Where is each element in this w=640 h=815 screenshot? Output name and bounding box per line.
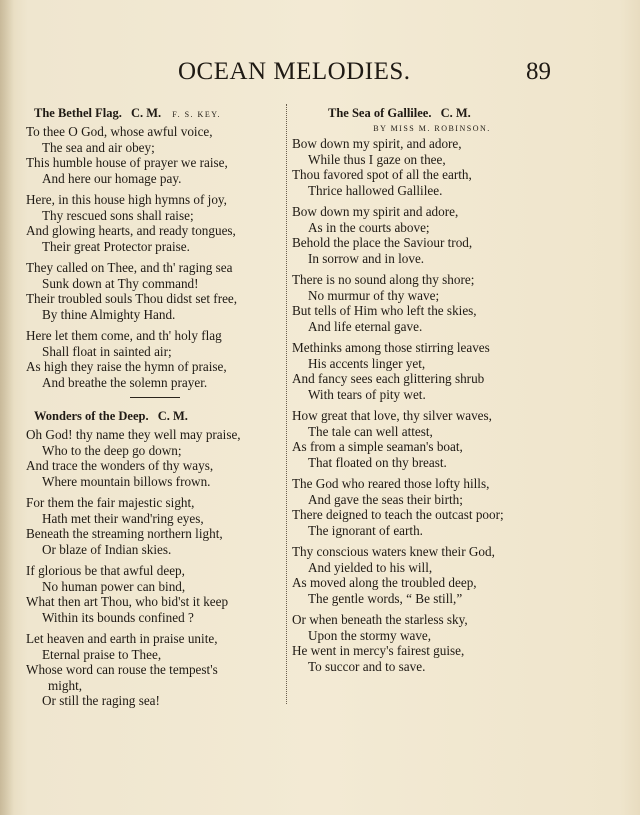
verse-line: There is no sound along thy shore; [292, 272, 475, 287]
verse-line: The God who reared those lofty hills, [292, 476, 490, 491]
verse-line: The ignorant of earth. [308, 522, 423, 538]
verse-line: Here, in this house high hymns of joy, [26, 192, 227, 207]
stanza [292, 476, 554, 538]
verse-line: They called on Thee, and th' raging sea [26, 260, 233, 275]
stanza [26, 124, 288, 186]
verse-line: As from a simple seaman's boat, [292, 439, 463, 454]
verse-line: But tells of Him who left the skies, [292, 303, 477, 318]
verse-line: Oh God! thy name they well may praise, [26, 427, 241, 442]
stanza [292, 612, 554, 674]
verse-line: Shall float in sainted air; [42, 343, 172, 359]
verse-line: No human power can bind, [42, 578, 186, 594]
verse-line: The sea and air obey; [42, 139, 155, 155]
verse-line: And yielded to his will, [308, 559, 433, 575]
verse-line: As high they raise the hymn of praise, [26, 359, 227, 374]
verse-line: Hath met their wand'ring eyes, [42, 510, 204, 526]
verse-line: And breathe the solemn prayer. [42, 374, 208, 390]
verse-line: Where mountain billows frown. [42, 473, 211, 489]
verse-line: Bow down my spirit and adore, [292, 204, 459, 219]
stanza [26, 427, 288, 489]
verse-line: Or still the raging sea! [42, 693, 160, 708]
stanza [292, 544, 554, 606]
verse-line: Let heaven and earth in praise unite, [26, 631, 218, 646]
stanza [26, 260, 288, 322]
verse-line: To thee O God, whose awful voice, [26, 124, 213, 139]
verse-line: And gave the seas their birth; [308, 491, 463, 507]
stanza [292, 272, 554, 334]
hymn-meter: C. M. [130, 106, 162, 120]
verse-line: By thine Almighty Hand. [42, 306, 176, 322]
verse-line: Who to the deep go down; [42, 442, 182, 458]
verse-line: Upon the stormy wave, [308, 627, 432, 643]
hymn-title-text: The Sea of Gallilee. [328, 106, 432, 120]
stanza [292, 408, 554, 470]
verse-line: Their great Protector praise. [42, 238, 190, 254]
verse-line: Thy rescued sons shall raise; [42, 207, 194, 223]
verse-line: Thy conscious waters knew their God, [292, 544, 495, 559]
verse-line: Eternal praise to Thee, [42, 646, 162, 662]
verse-line: How great that love, thy silver waves, [292, 408, 492, 423]
right-column [292, 104, 554, 680]
verse-line: In sorrow and in love. [308, 250, 425, 266]
verse-line: Sunk down at Thy command! [42, 275, 199, 291]
verse-line: Within its bounds confined ? [42, 609, 194, 625]
verse-line: Beneath the streaming northern light, [26, 526, 223, 541]
hymn-title-wonders-of-the-deep [26, 407, 288, 425]
verse-line: As moved along the troubled deep, [292, 575, 477, 590]
stanza [292, 204, 554, 266]
verse-line: Bow down my spirit, and adore, [292, 136, 462, 151]
stanza [26, 495, 288, 557]
verse-line: Their troubled souls Thou didst set free, [26, 291, 238, 306]
verse-line: Methinks among those stirring leaves [292, 340, 490, 355]
verse-line: As in the courts above; [308, 219, 430, 235]
verse-line: With tears of pity wet. [308, 386, 426, 402]
stanza [292, 136, 554, 198]
left-column [26, 104, 288, 715]
verse-line: Thrice hallowed Gallilee. [308, 182, 443, 198]
stanza [26, 631, 288, 709]
verse-line: And glowing hearts, and ready tongues, [26, 223, 236, 238]
hymn-meter: C. M. [157, 409, 188, 423]
gutter-shadow [0, 0, 14, 815]
verse-line: And trace the wonders of thy ways, [26, 458, 214, 473]
hymn-author: F. S. KEY. [172, 110, 221, 119]
verse-line: Or when beneath the starless sky, [292, 612, 468, 627]
verse-line: To succor and to save. [308, 658, 426, 674]
verse-line: For them the fair majestic sight, [26, 495, 195, 510]
page-header [0, 58, 640, 92]
hymn-meter: C. M. [440, 106, 471, 120]
stanza [26, 328, 288, 390]
verse-line: And life eternal gave. [308, 318, 423, 334]
stanza [26, 563, 288, 625]
verse-line: might, [48, 677, 83, 693]
verse-line: If glorious be that awful deep, [26, 563, 185, 578]
verse-line: Thou favored spot of all the earth, [292, 167, 472, 182]
verse-line: He went in mercy's fairest guise, [292, 643, 465, 658]
hymn-title-text: The Bethel Flag. [34, 106, 122, 120]
verse-line: While thus I gaze on thee, [308, 151, 446, 167]
verse-line: Or blaze of Indian skies. [42, 541, 172, 557]
verse-line: What then art Thou, who bid'st it keep [26, 594, 229, 609]
verse-line: The tale can well attest, [308, 423, 433, 439]
verse-line: That floated on thy breast. [308, 454, 447, 470]
page-number: 89 [526, 58, 551, 85]
hymn-title-bethel-flag [26, 104, 288, 122]
verse-line: Here let them come, and th' holy flag [26, 328, 222, 343]
running-title: OCEAN MELODIES. [178, 58, 411, 85]
hymn-separator-rule [130, 397, 180, 398]
verse-line: This humble house of prayer we raise, [26, 155, 228, 170]
verse-line: The gentle words, “ Be still,” [308, 590, 463, 606]
verse-line: Behold the place the Saviour trod, [292, 235, 473, 250]
verse-line: And here our homage pay. [42, 170, 182, 186]
hymn-byline: BY MISS M. ROBINSON. [373, 124, 491, 133]
verse-line: And fancy sees each glittering shrub [292, 371, 485, 386]
verse-line: His accents linger yet, [308, 355, 426, 371]
hymn-title-sea-of-gallilee [292, 104, 554, 122]
verse-line: There deigned to teach the outcast poor; [292, 507, 504, 522]
stanza [26, 192, 288, 254]
stanza [292, 340, 554, 402]
verse-line: Whose word can rouse the tempest's [26, 662, 218, 677]
verse-line: No murmur of thy wave; [308, 287, 440, 303]
hymn-title-text: Wonders of the Deep. [34, 409, 149, 423]
